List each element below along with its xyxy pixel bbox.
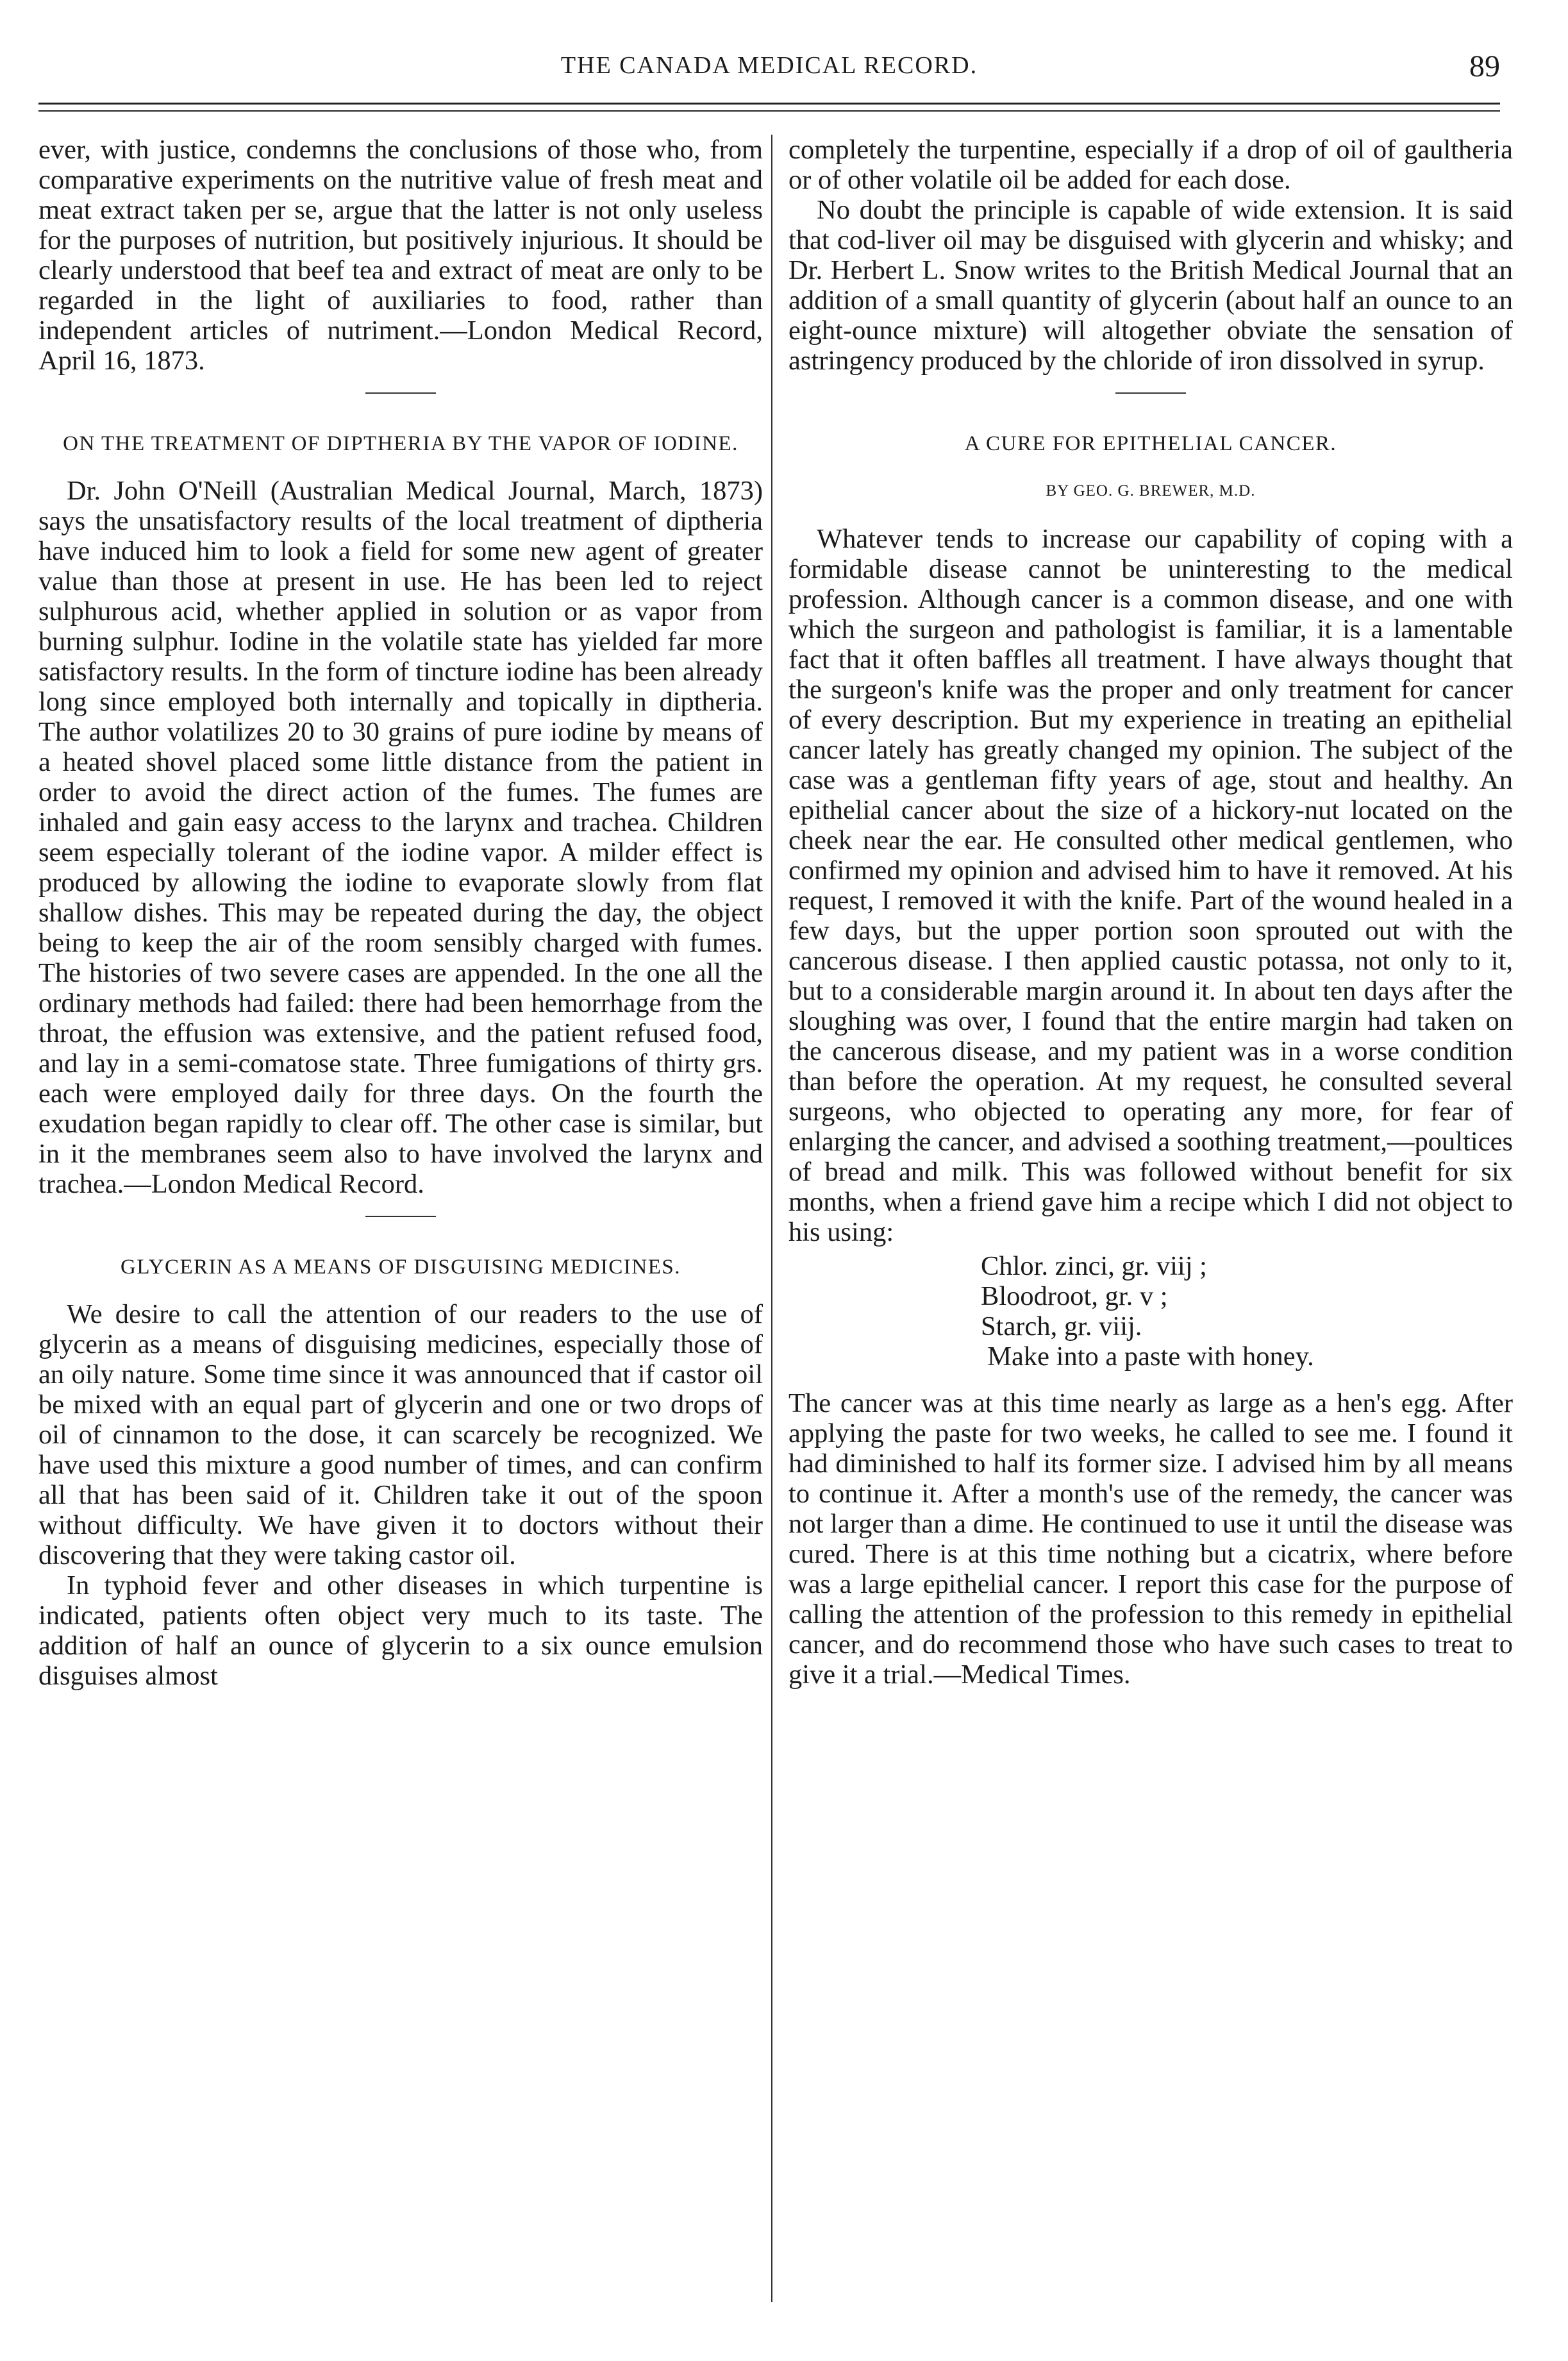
recipe-block (788, 1251, 1513, 1372)
recipe-line: Starch, gr. viij. (981, 1311, 1142, 1341)
article-paragraph: We desire to call the attention of our readers to the use of glycerin as a means of disguising medicines, especially those of an oily nature. Some time since it was announced that if castor oil be mixed with an equal part of glycerin and one or two drops of oil of cinnamon to the dose, it can scarcely be recognized. We have used this mixture a good number of times, and can confirm all that has been said of it. Children take it out of the spoon without difficulty. We have given it to doctors without their discovering that they were taking castor oil. (38, 1299, 763, 1570)
page-header (38, 51, 1500, 90)
continued-paragraph: ever, with justice, condemns the conclusions of those who, from comparative experiments on the nutritive value of fresh meat and meat extract taken per se, argue that the latter is not only useless for the purposes of nutrition, but positively injurious. It should be clearly understood that beef tea and extract of meat are only to be regarded in the light of auxiliaries to food, rather than independent articles of nutriment.—London Medical Record, April 16, 1873. (38, 135, 763, 376)
right-column (788, 135, 1513, 1690)
article-title-glycerin: GLYCERIN AS A MEANS OF DISGUISING MEDICINES. (120, 1256, 681, 1279)
article-paragraph: In typhoid fever and other diseases in which turpentine is indicated, patients often object very much to its taste. The addition of half an ounce of glycerin to a six ounce emulsion disguises almost (38, 1570, 763, 1691)
left-column (38, 135, 763, 1691)
article-body-diptheria: Dr. John O'Neill (Australian Medical Journal, March, 1873) says the unsatisfactory results of the local treatment of diptheria have induced him to look a field for some new agent of greater value than those at present in use. He has been led to reject sulphurous acid, whether applied in solution or as vapor from burning sulphur. Iodine in the volatile state has yielded far more satisfactory results. In the form of tincture iodine has been already long since employed both internally and topically in diptheria. The author volatilizes 20 to 30 grains of pure iodine by means of a heated shovel placed some little distance from the patient in order to avoid the direct action of the fumes. The fumes are inhaled and gain easy access to the larynx and trachea. Children seem especially tolerant of the iodine vapor. A milder effect is produced by allowing the iodine to evaporate slowly from flat shallow dishes. This may be repeated during the day, the object being to keep the air of the room sensibly charged with fumes. The histories of two severe cases are appended. In the one all the ordinary methods had failed: there had been hemorrhage from the throat, the effusion was extensive, and the patient refused food, and lay in a semi-comatose state. Three fumigations of thirty grs. each were employed daily for three days. On the fourth the exudation began rapidly to clear off. The other case is similar, but in it the membranes seem also to have involved the larynx and trachea.—London Medical Record. (38, 476, 763, 1199)
recipe-line: Chlor. zinci, gr. viij ; (981, 1251, 1207, 1281)
page-number: 89 (1469, 49, 1500, 83)
recipe-instruction: Make into a paste with honey. (987, 1341, 1314, 1372)
article-title-cancer: A CURE FOR EPITHELIAL CANCER. (964, 432, 1337, 455)
column-divider (771, 135, 772, 2302)
article-title-diptheria: ON THE TREATMENT OF DIPTHERIA BY THE VAPOR OF IODINE. (63, 432, 738, 455)
section-divider (1115, 392, 1186, 394)
article-paragraph: completely the turpentine, especially if a drop of oil of gaultheria or of other volatile oil be added for each dose. (788, 135, 1513, 195)
recipe-line: Bloodroot, gr. v ; (981, 1281, 1168, 1311)
section-divider (365, 392, 436, 394)
running-title: THE CANADA MEDICAL RECORD. (560, 52, 978, 79)
article-paragraph: The cancer was at this time nearly as large as a hen's egg. After applying the paste for two weeks, he called to see me. I found it had diminished to half its former size. I advised him by all means to continue it. After a month's use of the remedy, the cancer was not larger than a dime. He continued to use it until the disease was cured. There is at this time nothing but a cicatrix, where before was a large epithelial cancer. I report this case for the purpose of calling the attention of the profession to this remedy in epithelial cancer, and do recommend those who have such cases to treat to give it a trial.—Medical Times. (788, 1388, 1513, 1690)
header-rule-bottom (38, 110, 1500, 112)
article-paragraph: No doubt the principle is capable of wide extension. It is said that cod-liver oil may be disguised with glycerin and whisky; and Dr. Herbert L. Snow writes to the British Medical Journal that an addition of a small quantity of glycerin (about half an ounce to an eight-ounce mixture) will altogether obviate the sensation of astringency produced by the chloride of iron dissolved in syrup. (788, 195, 1513, 376)
article-paragraph: Whatever tends to increase our capability of coping with a formidable disease cannot be uninteresting to the medical profession. Although cancer is a common disease, and one with which the surgeon and pathologist is familiar, it is a lamentable fact that it often baffles all treatment. I have always thought that the surgeon's knife was the proper and only treatment for cancer of every description. But my experience in treating an epithelial cancer lately has greatly changed my opinion. The subject of the case was a gentleman fifty years of age, stout and healthy. An epithelial cancer about the size of a hickory-nut located on the cheek near the ear. He consulted other medical gentlemen, who confirmed my opinion and advised him to have it removed. At his request, I removed it with the knife. Part of the wound healed in a few days, but the upper portion soon sprouted out with the cancerous disease. I then applied caustic potassa, not only to it, but to a considerable margin around it. In about ten days after the sloughing was over, I found that the entire margin had taken on the cancerous disease, and my patient was in a worse condition than before the operation. At my request, he consulted several surgeons, who objected to operating any more, for fear of enlarging the cancer, and advised a soothing treatment,—poultices of bread and milk. This was followed without benefit for six months, when a friend gave him a recipe which I did not object to his using: (788, 524, 1513, 1247)
article-byline: BY GEO. G. BREWER, M.D. (1046, 482, 1256, 500)
section-divider (365, 1216, 436, 1217)
header-rule-top (38, 103, 1500, 105)
